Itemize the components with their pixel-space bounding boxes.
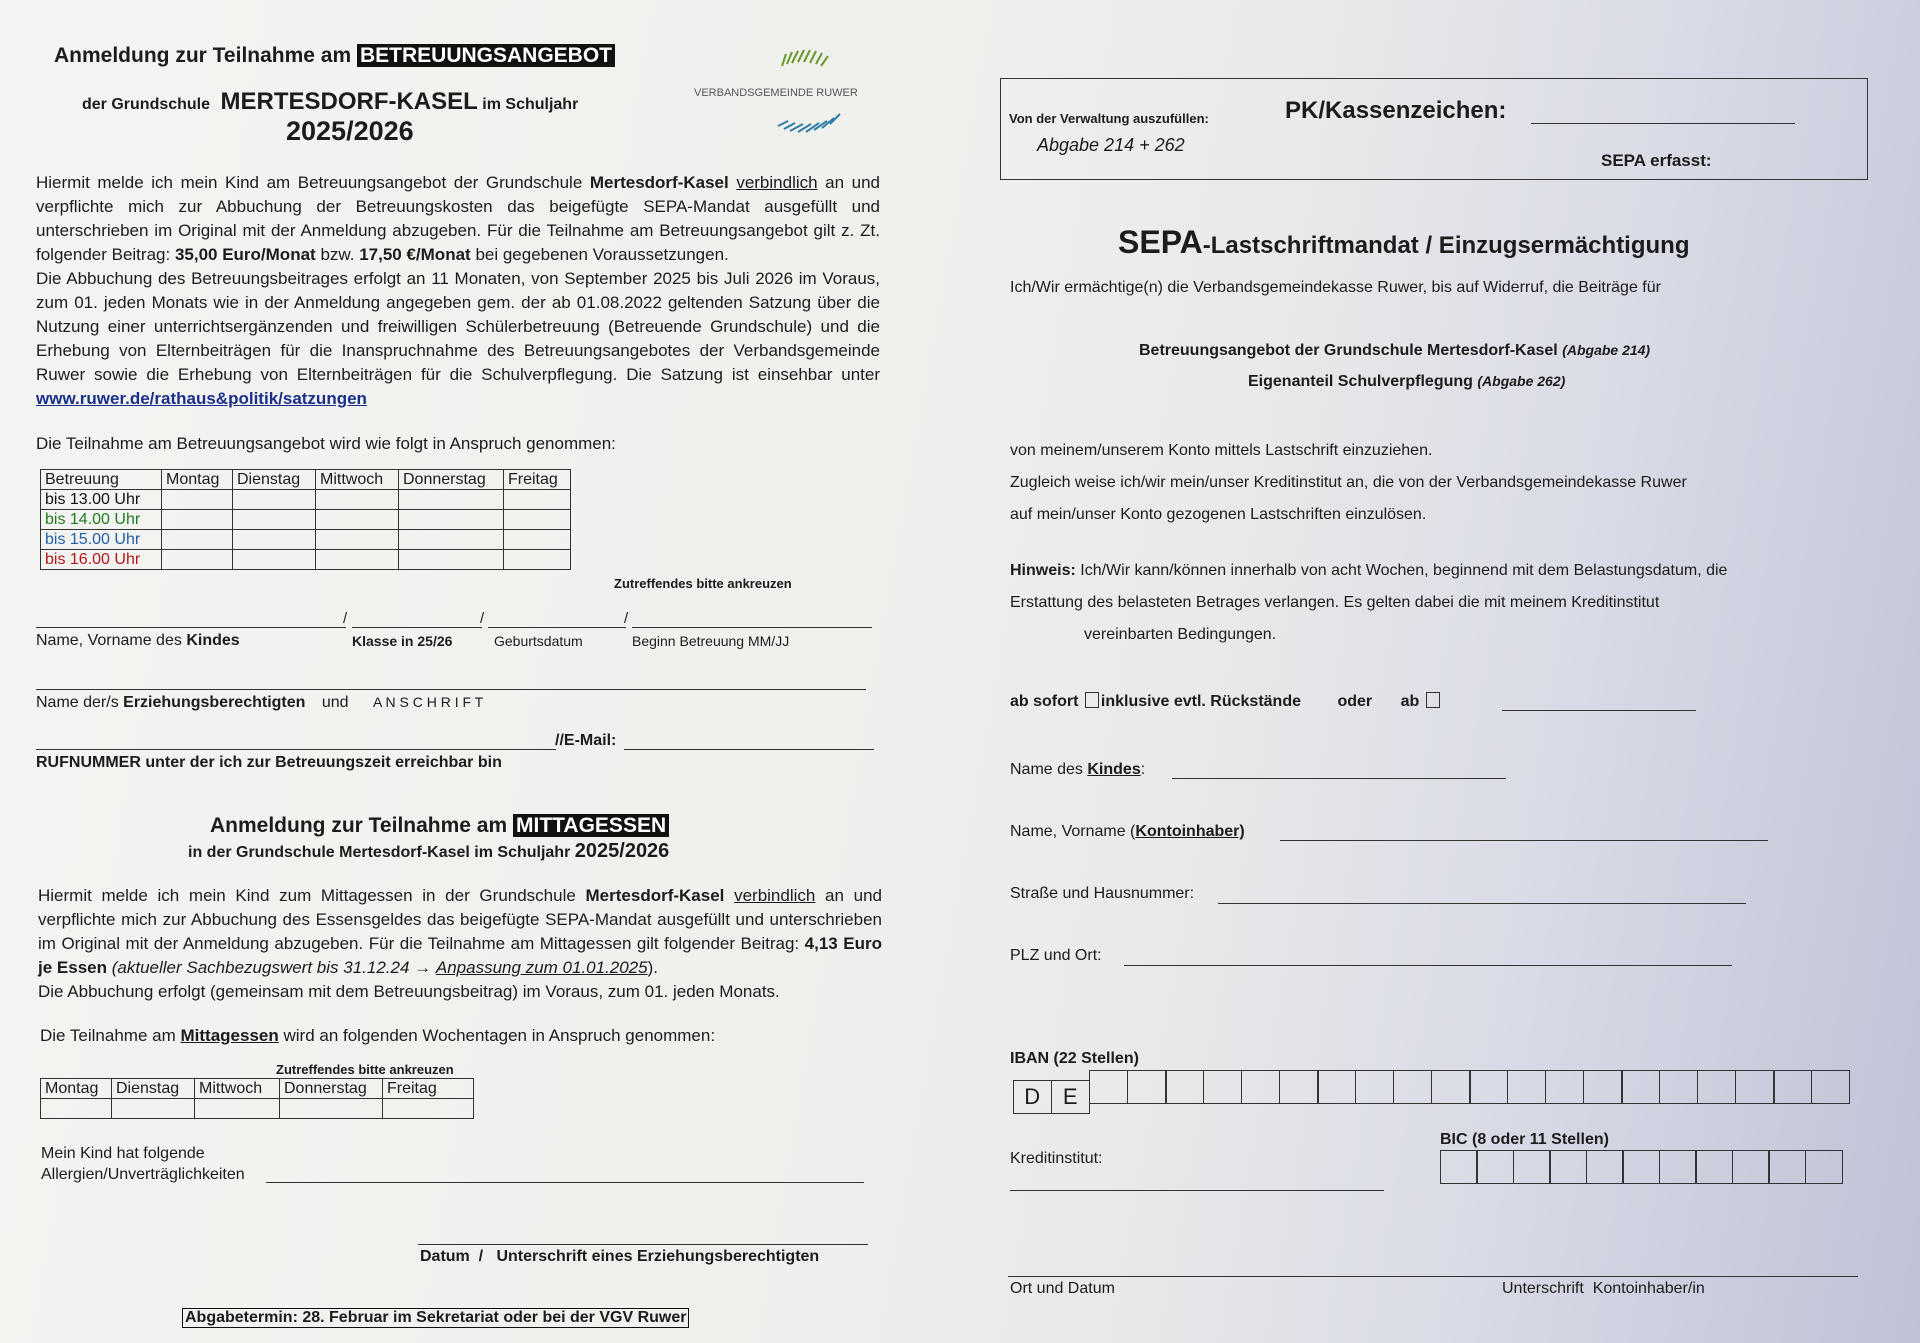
ab-sofort-checkbox[interactable] <box>1085 692 1099 708</box>
care-checkbox[interactable] <box>504 510 571 530</box>
care-checkbox[interactable] <box>316 550 399 570</box>
lunch-day-donnerstag: Donnerstag <box>280 1079 383 1099</box>
sep-slash: / <box>624 610 629 627</box>
care-row <box>41 510 571 530</box>
lunch-day-mittwoch: Mittwoch <box>195 1079 280 1099</box>
care-checkbox[interactable] <box>399 550 504 570</box>
lunch-title: Anmeldung zur Teilnahme am MITTAGESSEN <box>210 814 669 838</box>
th-freitag: Freitag <box>504 470 571 490</box>
bic-digit-box[interactable] <box>1440 1150 1478 1184</box>
care-checkbox[interactable] <box>162 510 233 530</box>
parent-signature-label: Datum / Unterschrift eines Erziehungsberechtigten <box>420 1248 820 1265</box>
phone-line[interactable] <box>36 749 556 750</box>
th-dienstag: Dienstag <box>233 470 316 490</box>
iban-digit-box[interactable] <box>1279 1070 1319 1104</box>
care-checkbox[interactable] <box>504 530 571 550</box>
bic-digit-box[interactable] <box>1695 1150 1733 1184</box>
sepa-child-label: Name des Kindes: <box>1010 761 1146 778</box>
account-holder-label: Name, Vorname (Kontoinhaber) <box>1010 823 1245 840</box>
iban-digit-box[interactable] <box>1317 1070 1357 1104</box>
care-checkbox[interactable] <box>162 550 233 570</box>
pk-line[interactable] <box>1531 123 1795 124</box>
iban-digit-box[interactable] <box>1697 1070 1737 1104</box>
lunch-day-montag: Montag <box>41 1079 112 1099</box>
email-label: //E-Mail: <box>555 732 617 749</box>
lunch-days-checkboxes <box>41 1099 474 1119</box>
iban-digit-box[interactable] <box>1811 1070 1851 1104</box>
care-checkbox[interactable] <box>162 530 233 550</box>
care-checkbox[interactable] <box>233 490 316 510</box>
tick-note: Zutreffendes bitte ankreuzen <box>614 576 792 591</box>
iban-digit-box[interactable] <box>1507 1070 1547 1104</box>
item-betreuung: Betreuungsangebot der Grundschule Mertesdorf-Kasel (Abgabe 214) <box>1139 342 1651 359</box>
th-montag: Montag <box>162 470 233 490</box>
iban-label: IBAN (22 Stellen) <box>1010 1050 1139 1067</box>
care-row <box>41 490 571 510</box>
iban-digit-box[interactable] <box>1241 1070 1281 1104</box>
iban-digit-box[interactable] <box>1659 1070 1699 1104</box>
care-row <box>41 550 571 570</box>
ab-date-checkbox[interactable] <box>1426 692 1440 708</box>
holder-signature-line[interactable] <box>1008 1276 1858 1277</box>
iban-boxes[interactable] <box>1014 1070 1850 1114</box>
klasse-label: Klasse in 25/26 <box>352 633 453 649</box>
th-mittwoch: Mittwoch <box>316 470 399 490</box>
betreuung-title: Anmeldung zur Teilnahme am BETREUUNGSANGEBOT <box>54 44 615 68</box>
lunch-days-header <box>41 1079 474 1099</box>
bank-line[interactable] <box>1010 1190 1384 1191</box>
care-checkbox[interactable] <box>316 490 399 510</box>
th-betreuung: Betreuung <box>41 470 162 490</box>
street-line[interactable] <box>1218 903 1746 904</box>
holder-signature-label: Unterschrift Kontoinhaber/in <box>1502 1280 1705 1297</box>
bic-digit-box[interactable] <box>1549 1150 1587 1184</box>
lunch-paragraph: Hiermit melde ich mein Kind zum Mittagessen in der Grundschule Mertesdorf-Kasel verbindlich an und verpflichte mich zur Abbuchung des Essensgeldes das beigefügte SEPA-Mandat ausgefüllt und unterschrieben im Original mit der Anmeldung abzugeben. Für die Teilnahme am Mittagessen gilt folgender Beitrag: 4,13 Euro je Essen (aktueller Sachbezugswert bis 31.12.24 → Anpassung zum 01.01.2025). Die Abbuchung erfolgt (gemeinsam mit dem Betreuungsbeitrag) im Voraus, zum 01. jeden Monats. <box>38 886 882 1001</box>
care-checkbox[interactable] <box>233 530 316 550</box>
bic-digit-box[interactable] <box>1476 1150 1514 1184</box>
child-name-line[interactable] <box>36 627 346 628</box>
lunch-checkbox[interactable] <box>112 1099 195 1119</box>
sepa-title: SEPA-Lastschriftmandat / Einzugsermächtigung <box>1118 224 1690 260</box>
iban-digit-box[interactable] <box>1431 1070 1471 1104</box>
care-row-label: bis 15.00 Uhr <box>41 530 162 550</box>
iban-digit-box[interactable]: D <box>1013 1080 1053 1114</box>
parent-address-line[interactable] <box>36 689 866 690</box>
city-label: PLZ und Ort: <box>1010 947 1102 964</box>
th-donnerstag: Donnerstag <box>399 470 504 490</box>
vg-ruwer-logo <box>690 44 890 140</box>
account-holder-line[interactable] <box>1280 840 1768 841</box>
ab-date-line[interactable] <box>1502 710 1696 711</box>
lunch-day-freitag: Freitag <box>383 1079 474 1099</box>
care-schedule-table <box>40 469 571 570</box>
allergy-label: Mein Kind hat folgende Allergien/Unverträglichkeiten <box>41 1145 245 1183</box>
care-row-label: bis 14.00 Uhr <box>41 510 162 530</box>
start-option-row: ab sofort inklusive evtl. Rückstände oder ab <box>1010 692 1442 711</box>
lunch-checkbox[interactable] <box>383 1099 474 1119</box>
lunch-highlight: MITTAGESSEN <box>513 814 669 837</box>
iban-digit-box[interactable] <box>1735 1070 1775 1104</box>
child-name-label: Name, Vorname des Kindes <box>36 632 240 649</box>
iban-digit-box[interactable] <box>1545 1070 1585 1104</box>
bic-digit-box[interactable] <box>1622 1150 1660 1184</box>
email-line[interactable] <box>624 749 874 750</box>
bic-digit-box[interactable] <box>1513 1150 1551 1184</box>
care-row <box>41 530 571 550</box>
care-checkbox[interactable] <box>399 510 504 530</box>
care-table-header <box>41 470 571 490</box>
iban-digit-box[interactable] <box>1393 1070 1433 1104</box>
logo-arc-icon <box>690 44 890 140</box>
iban-digit-box[interactable] <box>1469 1070 1509 1104</box>
satzung-link[interactable]: www.ruwer.de/rathaus&politik/satzungen <box>36 389 367 408</box>
logo-text: VERBANDSGEMEINDE RUWER <box>694 87 858 99</box>
city-line[interactable] <box>1124 965 1732 966</box>
klasse-line[interactable] <box>352 627 482 628</box>
sepa-child-line[interactable] <box>1172 778 1506 779</box>
place-date-label: Ort und Datum <box>1010 1280 1115 1297</box>
bic-digit-box[interactable] <box>1805 1150 1843 1184</box>
parent-label: Name der/s Erziehungsberechtigten und A N S C H R I F T <box>36 694 484 711</box>
care-checkbox[interactable] <box>316 510 399 530</box>
debit-text: von meinem/unserem Konto mittels Lastschrift einzuziehen. Zugleich weise ich/wir mein/unser Kreditinstitut an, die von der Verbandsgemeindekasse Ruwer auf mein/unser Konto gezogenen Lastschriften einzulösen. <box>1010 442 1687 523</box>
auth-text: Ich/Wir ermächtige(n) die Verbandsgemeindekasse Ruwer, bis auf Widerruf, die Beiträge für <box>1010 279 1661 296</box>
care-checkbox[interactable] <box>233 510 316 530</box>
street-label: Straße und Hausnummer: <box>1010 885 1195 902</box>
care-checkbox[interactable] <box>504 550 571 570</box>
iban-digit-box[interactable] <box>1165 1070 1205 1104</box>
bic-digit-box[interactable] <box>1659 1150 1697 1184</box>
deadline-box: Abgabetermin: 28. Februar im Sekretariat oder bei der VGV Ruwer <box>182 1308 689 1328</box>
admin-value: Abgabe 214 + 262 <box>1037 135 1185 155</box>
school-year: 2025/2026 <box>286 116 414 146</box>
iban-digit-box[interactable] <box>1127 1070 1167 1104</box>
start-date-label: Beginn Betreuung MM/JJ <box>632 633 790 649</box>
iban-digit-box[interactable] <box>1773 1070 1813 1104</box>
admin-box <box>1000 78 1868 180</box>
betreuung-highlight: BETREUUNGSANGEBOT <box>357 44 615 67</box>
care-row-label: bis 13.00 Uhr <box>41 490 162 510</box>
betreuung-paragraph: Hiermit melde ich mein Kind am Betreuungsangebot der Grundschule Mertesdorf-Kasel verbindlich an und verpflichte mich zur Abbuchung der Betreuungskosten das beigefügte SEPA-Mandat ausgefüllt und unterschrieben im Original mit der Anmeldung abzugeben. Für die Teilnahme am Betreuungsangebot gilt z. Zt. folgender Beitrag: 35,00 Euro/Monat bzw. 17,50 €/Monat bei gegebenen Voraussetzungen. Die Abbuchung des Betreuungsbeitrages erfolgt an 11 Monaten, von September 2025 bis Juli 2026 im Voraus, zum 01. jeden Monats wie in der Anmeldung angegeben gem. der ab 01.08.2022 geltenden Satzung über die Nutzung einer unterrichtsergänzenden und freiwilligen Schülerbetreuung (Betreuende Grundschule) und die Erhebung von Elternbeiträgen für die Inanspruchnahme des Betreuungsangebotes der Verbandsgemeinde Ruwer sowie die Erhebung von Elternbeiträgen für die Schulverpflegung. Die Satzung ist einsehbar unter www.ruwer.de/rathaus&politik/satzungen <box>36 173 880 408</box>
care-row-label: bis 16.00 Uhr <box>41 550 162 570</box>
bic-digit-box[interactable] <box>1586 1150 1624 1184</box>
lunch-tick-note: Zutreffendes bitte ankreuzen <box>276 1062 454 1077</box>
iban-digit-box[interactable]: E <box>1051 1080 1091 1114</box>
pk-label: PK/Kassenzeichen: <box>1285 97 1507 124</box>
lunch-days-text: Die Teilnahme am Mittagessen wird an folgenden Wochentagen in Anspruch genommen: <box>40 1026 716 1045</box>
phone-label: RUFNUMMER unter der ich zur Betreuungszeit erreichbar bin <box>36 754 502 771</box>
item-schulverpflegung: Eigenanteil Schulverpflegung (Abgabe 262) <box>1248 373 1566 390</box>
bic-digit-box[interactable] <box>1732 1150 1770 1184</box>
school-line: der Grundschule MERTESDORF-KASEL im Schuljahr <box>82 88 579 115</box>
birthdate-line[interactable] <box>488 627 626 628</box>
lunch-checkbox[interactable] <box>41 1099 112 1119</box>
lunch-subtitle: in der Grundschule Mertesdorf-Kasel im Schuljahr 2025/2026 <box>188 840 670 862</box>
care-checkbox[interactable] <box>399 490 504 510</box>
bic-digit-box[interactable] <box>1768 1150 1806 1184</box>
lunch-checkbox[interactable] <box>280 1099 383 1119</box>
bank-label: Kreditinstitut: <box>1010 1150 1103 1167</box>
care-checkbox[interactable] <box>233 550 316 570</box>
usage-text: Die Teilnahme am Betreuungsangebot wird wie folgt in Anspruch genommen: <box>36 434 616 453</box>
lunch-checkbox[interactable] <box>195 1099 280 1119</box>
bic-boxes[interactable] <box>1441 1150 1843 1184</box>
iban-digit-box[interactable] <box>1203 1070 1243 1104</box>
sep-slash: / <box>343 610 348 627</box>
care-checkbox[interactable] <box>162 490 233 510</box>
iban-digit-box[interactable] <box>1355 1070 1395 1104</box>
sepa-erfasst-label: SEPA erfasst: <box>1601 151 1712 170</box>
admin-label: Von der Verwaltung auszufüllen: <box>1009 111 1209 126</box>
parent-signature-line[interactable] <box>418 1244 868 1245</box>
lunch-day-dienstag: Dienstag <box>112 1079 195 1099</box>
start-date-line[interactable] <box>632 627 872 628</box>
iban-digit-box[interactable] <box>1089 1070 1129 1104</box>
birthdate-label: Geburtsdatum <box>494 633 583 649</box>
iban-digit-box[interactable] <box>1583 1070 1623 1104</box>
lunch-days-table <box>40 1078 474 1119</box>
care-checkbox[interactable] <box>316 530 399 550</box>
sep-slash: / <box>480 610 485 627</box>
bic-label: BIC (8 oder 11 Stellen) <box>1440 1131 1609 1148</box>
care-checkbox[interactable] <box>399 530 504 550</box>
iban-digit-box[interactable] <box>1621 1070 1661 1104</box>
hint-text: Hinweis: Ich/Wir kann/können innerhalb von acht Wochen, beginnend mit dem Belastungsdatum, die Erstattung des belasteten Betrages verlangen. Es gelten dabei die mit meinem Kreditinstitut vereinbarten Bedingungen. <box>1010 562 1728 643</box>
allergy-line[interactable] <box>266 1182 864 1183</box>
care-checkbox[interactable] <box>504 490 571 510</box>
